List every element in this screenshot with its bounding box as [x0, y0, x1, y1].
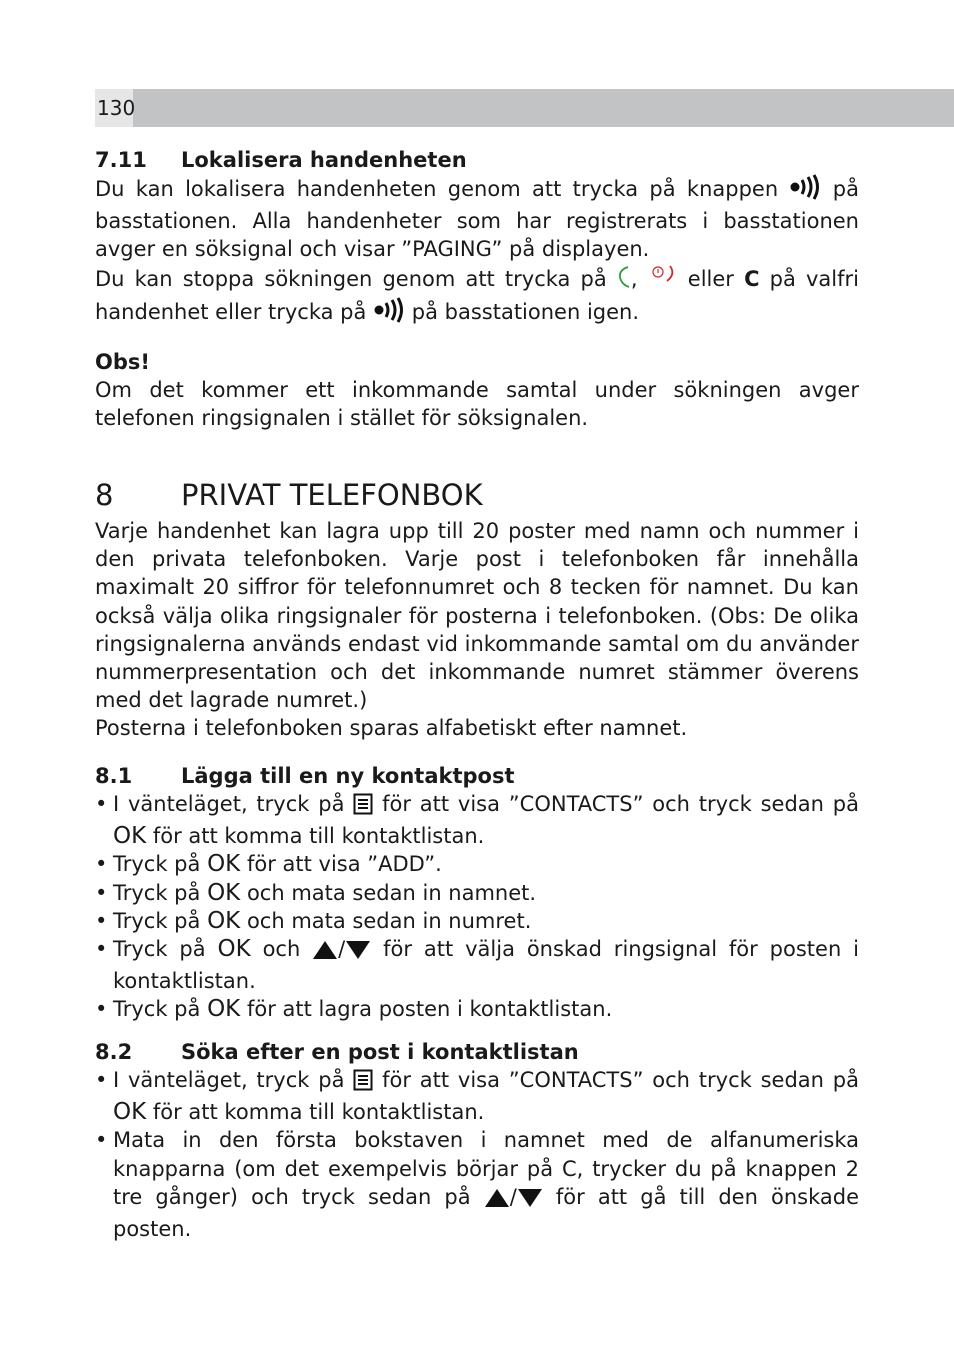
section-number: 7.11: [95, 148, 147, 172]
section-title: Lägga till en ny kontaktpost: [181, 764, 515, 788]
paging-icon: [373, 297, 405, 330]
down-arrow-icon: [345, 939, 371, 967]
bullet-list: [95, 1066, 859, 1243]
text: Mata in den första bokstaven i namnet med de alfanumeriska knapparna (om det exempelvis börjar på C, trycker du på knappen 2 tre gånger) och tryck sedan på: [113, 1128, 859, 1209]
text: för att komma till kontaktlistan.: [152, 1100, 485, 1125]
ok-key: OK: [207, 996, 241, 1023]
text: och mata sedan in numret.: [246, 908, 532, 933]
text: på basstationen igen.: [411, 299, 640, 324]
up-arrow-icon: [312, 939, 338, 967]
text: och mata sedan in namnet.: [246, 880, 537, 905]
ok-key: OK: [207, 879, 241, 906]
list-item: [95, 907, 859, 935]
text: Tryck på: [113, 880, 201, 905]
text: Du kan lokalisera handenheten genom att trycka på knappen: [95, 177, 779, 201]
text: /: [338, 937, 346, 962]
text: på valfri handenhet eller trycka på: [95, 266, 859, 324]
section-8: [95, 478, 859, 743]
text: Tryck på: [113, 908, 201, 933]
text: för att välja önskad ringsignal för posten i kontaktlistan.: [113, 937, 859, 994]
paragraph: Posterna i telefonboken sparas alfabetiskt efter namnet.: [95, 716, 688, 741]
menu-icon: [353, 793, 373, 822]
text: I vänteläget, tryck på: [113, 1068, 345, 1092]
text: Tryck på: [113, 997, 201, 1022]
list-item: [95, 1126, 859, 1243]
text: för att visa ”ADD”.: [246, 852, 442, 877]
header-bar: [95, 89, 954, 127]
section-heading: [95, 762, 859, 790]
text: för att gå till den önskade posten.: [113, 1184, 860, 1242]
text: för att visa ”CONTACTS” och tryck sedan på: [382, 1068, 859, 1092]
paging-icon: [789, 174, 821, 207]
page-number: 130: [95, 89, 133, 127]
menu-icon: [353, 1069, 373, 1098]
section-number: 8.1: [95, 764, 133, 788]
bullet-list: [95, 790, 859, 1024]
section-title: Lokalisera handenheten: [181, 148, 467, 172]
text: för att lagra posten i kontaktlistan.: [246, 997, 613, 1022]
ok-key: OK: [113, 823, 147, 850]
talk-icon: [617, 264, 631, 297]
end-call-icon: [648, 264, 678, 297]
section-7-11: [95, 146, 859, 432]
c-key: C: [744, 266, 760, 291]
ok-key: OK: [207, 907, 241, 934]
text: I vänteläget, tryck på: [113, 792, 345, 816]
text: för att visa ”CONTACTS” och tryck sedan på: [382, 792, 859, 816]
note-text: Om det kommer ett inkommande samtal under sökningen avger telefonen ringsignalen i stället för söksignalen.: [95, 378, 859, 431]
text: eller: [687, 266, 734, 291]
section-8-1: [95, 762, 859, 1024]
text: /: [509, 1184, 517, 1209]
list-item: [95, 1066, 859, 1126]
text: för att komma till kontaktlistan.: [152, 824, 485, 849]
list-item: [95, 850, 859, 878]
paragraph: [95, 264, 859, 330]
paragraph: Varje handenhet kan lagra upp till 20 poster med namn och nummer i den privata telefonboken. Varje post i telefonboken får innehålla maximalt 20 siffror för telefonnumret och 8 tecken för namnet. Du kan också välja olika ringsignaler för posterna i telefonboken. (Obs: De olika ringsignalerna används endast vid inkommande samtal om du använder nummerpresentation och det inkommande numret stämmer överens med det lagrade numret.): [95, 519, 859, 713]
ok-key: OK: [113, 1099, 147, 1126]
section-heading: [95, 1038, 859, 1066]
text: Du kan stoppa sökningen genom att trycka på: [95, 266, 607, 291]
paragraph: [95, 174, 859, 264]
section-8-2: [95, 1038, 859, 1243]
section-number: 8.2: [95, 1040, 133, 1064]
list-item: [95, 790, 859, 850]
chapter-heading: [95, 478, 859, 512]
text: Tryck på: [113, 937, 206, 962]
section-title: Söka efter en post i kontaktlistan: [181, 1040, 579, 1064]
chapter-number: 8: [95, 478, 114, 512]
up-arrow-icon: [484, 1187, 510, 1215]
list-item: [95, 935, 859, 995]
text: ,: [630, 266, 638, 291]
down-arrow-icon: [517, 1187, 543, 1215]
note-label: Obs!: [95, 350, 150, 375]
section-heading: [95, 146, 859, 174]
chapter-title: PRIVAT TELEFONBOK: [181, 478, 483, 512]
text: och: [262, 937, 301, 962]
list-item: [95, 879, 859, 907]
text: på basstationen. Alla handenheter som har registrerats i basstationen avger en söksignal och visar ”PAGING” på displayen.: [95, 177, 859, 262]
list-item: [95, 995, 859, 1023]
ok-key: OK: [207, 851, 241, 878]
ok-key: OK: [217, 936, 251, 963]
text: Tryck på: [113, 852, 201, 877]
